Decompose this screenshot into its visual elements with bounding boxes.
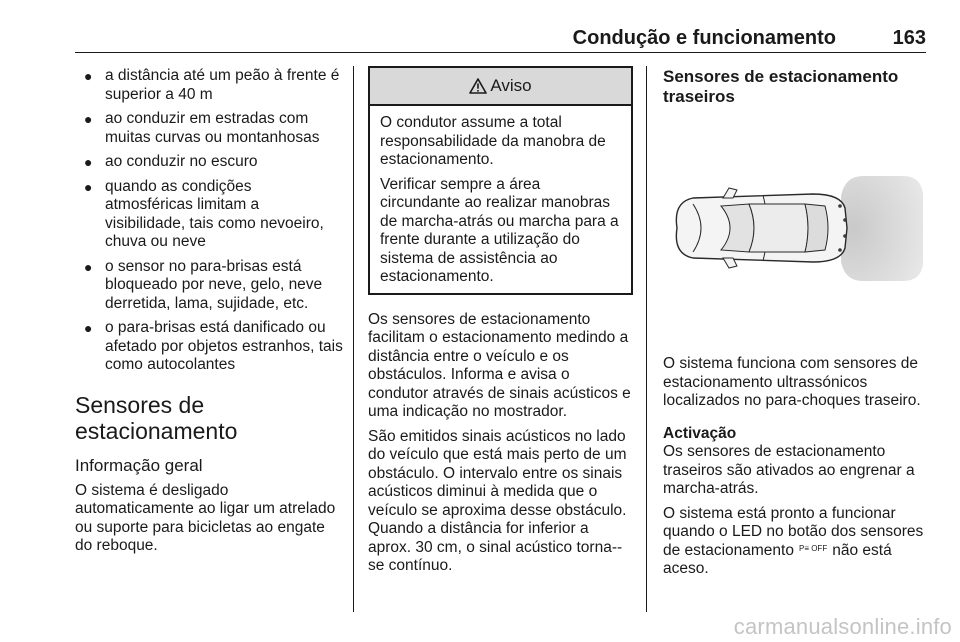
column-divider-2 bbox=[646, 66, 647, 612]
activation-text-2 bbox=[663, 505, 928, 579]
warning-paragraph: O condutor assume a total responsabilidade da manobra de estacionamento. bbox=[380, 114, 606, 168]
bullet-icon: ● bbox=[84, 154, 93, 170]
activation-text: Os sensores de estacionamento traseiros são ativados ao engrenar a marcha-atrás. bbox=[663, 443, 915, 497]
list-item-text: o sensor no para-brisas está bloqueado por neve, gelo, neve derretida, lama, sujidade, etc. bbox=[105, 257, 323, 312]
list-item bbox=[75, 153, 343, 172]
bullet-icon: ● bbox=[84, 258, 93, 275]
bullet-icon: ● bbox=[84, 320, 93, 336]
column-divider-1 bbox=[353, 66, 354, 612]
subheading-general-info: Informação geral bbox=[75, 455, 203, 475]
list-item-text: quando as condições atmosféricas limitam a visibilidade, tais como nevoeiro, chuva ou neve bbox=[105, 177, 324, 250]
warning-triangle-icon bbox=[469, 78, 487, 94]
column-2 bbox=[368, 66, 633, 582]
list-item-text: a distância até um peão à frente é superior a 40 m bbox=[105, 67, 340, 103]
list-item bbox=[75, 178, 343, 252]
list-item-text: o para-brisas está danificado ou afetado por objetos estranhos, tais como autocolantes bbox=[105, 319, 343, 373]
list-item-text: ao conduzir no escuro bbox=[105, 153, 258, 170]
body-paragraph: Os sensores de estacionamento facilitam o estacionamento medindo a distância entre o veículo e os obstáculos. Informa e avisa o condutor através de sinais acústicos e uma indicação no mostrador. bbox=[368, 310, 631, 420]
bullet-icon: ● bbox=[84, 68, 93, 84]
car-rear-sensor-illustration bbox=[663, 128, 926, 331]
section-heading: Sensores de estacionamento bbox=[75, 391, 238, 444]
header-rule bbox=[75, 52, 926, 53]
condition-list bbox=[75, 67, 343, 375]
warning-title: Aviso bbox=[490, 75, 532, 95]
bullet-icon: ● bbox=[84, 111, 93, 127]
list-item bbox=[75, 258, 343, 314]
column-3 bbox=[663, 67, 928, 585]
warning-header bbox=[370, 68, 631, 106]
page-number: 163 bbox=[892, 27, 926, 49]
watermark: carmanualsonline.info bbox=[733, 614, 952, 639]
general-info-paragraph: O sistema é desligado automaticamente ao ligar um atrelado ou suporte para bicicletas ao engate do reboque. bbox=[75, 481, 336, 554]
column-1 bbox=[75, 67, 343, 562]
activation-text-2-end: não está aceso. bbox=[663, 541, 892, 577]
body-paragraph: São emitidos sinais acústicos no lado do veículo que está mais perto de um obstáculo. O intervalo entre os sinais acústicos diminui à medida que o veículo se aproxima desse obstáculo. Quando a distância for inferior a aprox. 30 cm, o sinal acústico torna--se contínuo. bbox=[368, 427, 627, 574]
list-item bbox=[75, 110, 343, 147]
warning-box bbox=[368, 66, 633, 295]
activation-text-2-start: O sistema está pronto a funcionar quando o LED no botão dos sensores de estacionamento bbox=[663, 504, 924, 559]
warning-body bbox=[370, 106, 631, 293]
list-item-text: ao conduzir em estradas com muitas curvas ou montanhosas bbox=[105, 110, 320, 146]
sensor-zone bbox=[841, 176, 923, 281]
list-item bbox=[75, 319, 343, 375]
header-title: Condução e funcionamento bbox=[572, 27, 836, 49]
rear-sensors-heading: Sensores de estacionamento traseiros bbox=[663, 67, 899, 106]
parking-sensor-off-icon: P≡ OFF bbox=[798, 543, 828, 553]
system-paragraph: O sistema funciona com sensores de estacionamento ultrassónicos localizados no para-choques traseiro. bbox=[663, 355, 921, 409]
warning-paragraph: Verificar sempre a área circundante ao realizar manobras de marcha-atrás ou marcha para a frente durante a utilização do sistema de assistência ao estacionamento. bbox=[380, 175, 619, 285]
page-header bbox=[75, 27, 926, 51]
activation-heading: Activação bbox=[663, 424, 737, 442]
bullet-icon: ● bbox=[84, 178, 93, 195]
list-item bbox=[75, 67, 343, 104]
